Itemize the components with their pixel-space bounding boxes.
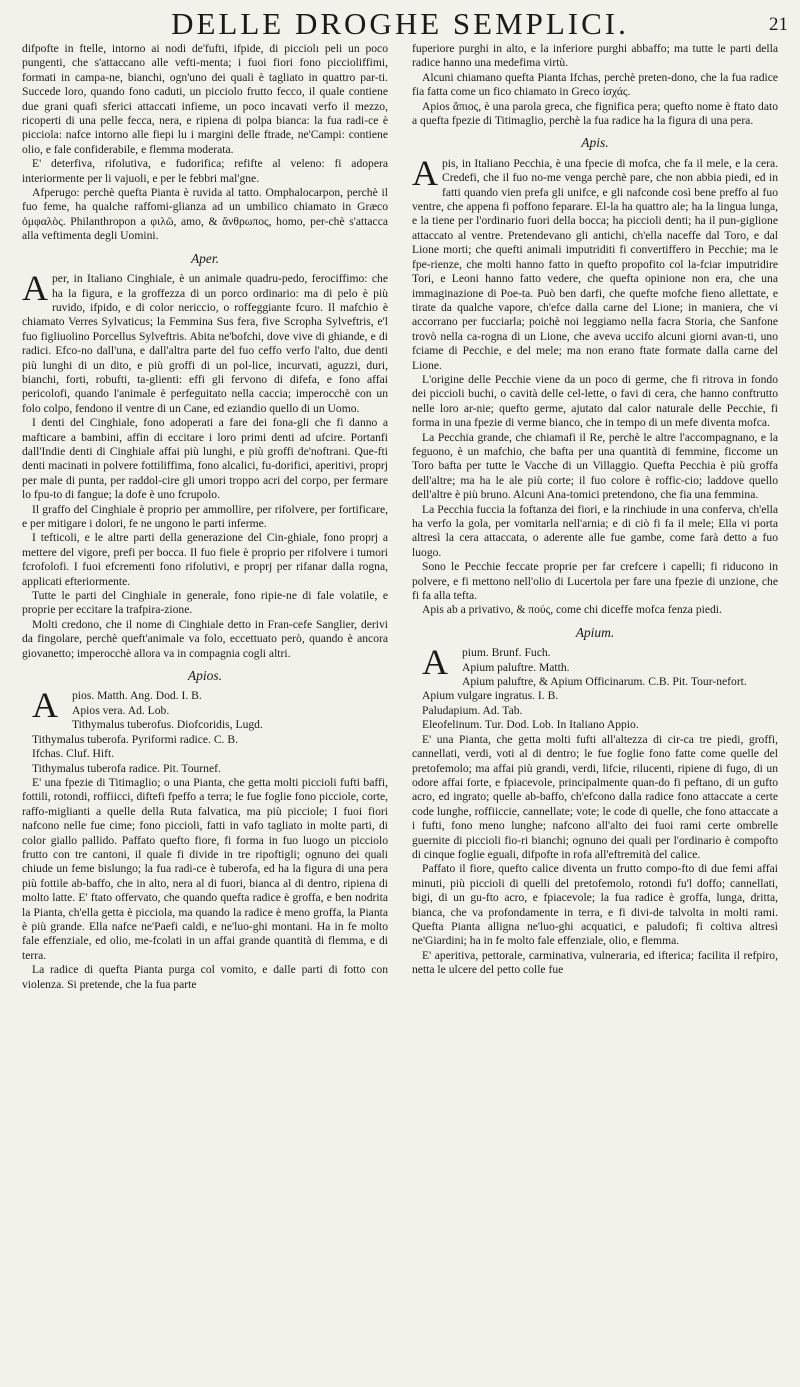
synonym-line: Eleofelinum. Tur. Dod. Lob. In Italiano Appio. (422, 718, 639, 732)
entry-heading-apios: Apios. (187, 668, 223, 684)
paragraph-apios-2: La radice di quefta Pianta purga col vomito, e dalle parti di fotto con violenza. Si pretende, che la fua parte (22, 963, 388, 991)
paragraph-apios-1: E' una fpezie di Titimaglio; o una Pianta, che getta molti piccioli fufti baffi, fottili, rotondi, roffiicci, diftefi fpeffo a terra; le fue foglie fono picciole, corte, raffo-miglianti a quelle della Ruta falvatica, ma più picciole; I fuoi fiori nafcono nelle fue cime; fono piccioli, fatti in vafo tagliato in molte parti, di color giallo pallido. Paffato quefto fiore, fi forma in fuo luogo un picciolo frutto con tre cantoni, il quale fi divide in tre ripoftigli; ognuno dei quali chiude un feme bislungo; la fua radi-ce è tuberofa, ed ha la figura di una pera più fottile ab-baffo, che in alto, nera al di fuori, bianca al di dentro, ripiena di molto latte. E' ftato offervato, che quando quefta radice è groffa, e ben nodrita la Pianta, ch'ella getta è picciola, ma quando la radice è meno groffa, la Pianta è più grande. Ella nafce ne'Paefi caldi, e ne'luo-ghi montani. Ha in fe molto fale effenziale, ed olio, me-fcolati in un affai grande quantità di flemma, e di terra. (22, 775, 388, 962)
paragraph-aper-5: Tutte le parti del Cinghiale in generale, fono ripie-ne di fale volatile, e proprie per eccitare la trafpira-zione. (22, 589, 388, 617)
paragraph-aper-3: Il graffo del Cinghiale è proprio per ammollire, per rifolvere, per fortificare, e per mitigare i dolori, fe ne ungono le parti inferme. (22, 502, 388, 530)
running-head (0, 0, 800, 42)
synonym-line: Paludapium. Ad. Tab. (422, 703, 523, 717)
synonym-line: Apium. Brunf. Fuch. (422, 642, 551, 683)
synonym-line: Ifchas. Cluf. Hift. (32, 747, 115, 761)
paragraph-apis-5: Sono le Pecchie feccate proprie per far crefcere i capelli; fi riducono in polvere, e fi mettono nell'olio di Lucertola per fare una fpezie di unzione, che fi fa alla tefta. (412, 560, 778, 603)
synonym-line: Apium paluftre, & Apium Officinarum. C.B. Pit. Tour-nefort. (462, 675, 747, 689)
paragraph-apis-4: La Pecchia fuccia la foftanza dei fiori, e la rinchiude in una conferva, ch'ella ha verfo la gola, per vomitarla nell'arnia; e di ciò fi fa il mele; Ella vi porta altresì la cera attaccata, o aderente alle fue gambe, come farà detto a fuo luogo. (412, 502, 778, 559)
synonym-line: Tithymalus tuberofa. Pyriformi radice. C. B. (32, 732, 238, 746)
paragraph-apium-1: E' una Pianta, che getta molti fufti all'altezza di cir-ca tre piedi, groffi, cannellati, verdi, voti al di dentro; le fue foglie fono fatte come quelle del pretofemolo; ma affai più grandi, verdi, lifcie, rilucenti, ripiene di fugo, di un odore affai forte, e fpiacevole, principalmente quan-do fi peftano, di un gufto acro, ed ingrato; quelle ab-baffo, ch'efcono dalla radice fono attaccate a certe code lunghe, roffiiccie, cannellate; vote; le code di quelle, che fono attaccate a i fufti, fono meno lunghe; nafcono all'alto dei fuoi rami certe ombrelle guernite di piccioli fio-ri bianchi; ognuno dei quali per l'ordinario è compofto di cinque foglie eguali, difpofte in rofa all'eftremità del calice. (412, 732, 778, 861)
left-column (22, 42, 388, 992)
synonym-line: Apium paluftre. Matth. (462, 660, 570, 674)
paragraph-apios-names: Alcuni chiamano quefta Pianta Ifchas, perchè preten-dono, che la fua radice fia fatta come un fico chiamato in Greco ἰσχάς. (412, 70, 778, 99)
paragraph-apium-2: Paffato il fiore, quefto calice diventa un frutto compo-fto di due femi affai minuti, più piccioli di quelli del pretofemolo, rotondi fu'l doffo; cannellati, bigi, di un gu-fto acro, e fpiacevole; la fua radice è groffa, lunga, dritta, bianca, che va profondamente in terra, e fi divi-de talvolta in molti rami. Quefta Pianta alligna ne'luo-ghi acquatici, e paludofi; fi coltiva altresì ne'Giardini; ha in fe molto fale effenziale, olio, e flemma. (412, 862, 778, 948)
paragraph-aper-1: Aper, in Italiano Cinghiale, è un animale quadru-pedo, ferociffimo: che ha la figura, e la groffezza di un porco ordinario: ma di pelo è più ruvido, ifpido, e di color nericcio, o roffeggiante fcuro. Il mafchio è chiamato Verres Sylvaticus; la Femmina Sus fera, five Scropha Sylveftris, e'l fuo figliuolino Porcellus Sylveftris. Abita ne'bofchi, dove vive di ghiande, e di radici. Efco-no dall'una, e dall'altra parte del fuo ceffo verfo l'alto, due denti più lunghi di un dito, e più groffi di un pol-lice, incurvati, aguzzi, duri, bianchi, forti, robufti, ta-glienti: effi gli fervono di difefa, e fono affai pericolofi, quando l'animale è perfeguitato nella caccia; imperocchè con un folo colpo, fendono il ventre di un Cane, ed eziandio quello di un Uomo. (22, 268, 388, 415)
right-column (412, 42, 778, 978)
paragraph-apis-3: La Pecchia grande, che chiamafi il Re, perchè le altre l'accompagnano, e la feguono, è un mafchio, che bafta per una quantità di femmine, ficcome un Toro bafta per tutte le Vacche di un Villaggio. Quefta Pecchia è più groffa dell'altre; ma ha le ale più corte; il fuo colore è roffic-cio; laddove quello dell'altre è più bruno. Alcuni Ana-tomici pretendono, che fia una femmina. (412, 430, 778, 502)
entry-heading-apis: Apis. (581, 135, 609, 151)
page-title: DELLE DROGHE SEMPLICI. (171, 6, 629, 41)
paragraph-aper-6: Molti credono, che il nome di Cinghiale detto in Fran-cefe Sanglier, derivi da fingolare, perchè queft'animale va folo, eccettuato però, quando è ancora giovanetto; imperocchè allora va in compagnia cogli altri. (22, 617, 388, 660)
paragraph-intro: difpofte in ftelle, intorno ai nodi de'fufti, ifpide, di picciolı peli un poco pungenti, che s'attaccano alle vefti-menta; i fuoi fiori fono piccioliffimi, formati in campa-ne, bianchi, ogn'uno dei quali è tagliato in quattro par-ti. Succede loro, quando fono caduti, un picciolo frutto fecco, il quale contiene due grani quafi sferici attaccati infieme, un poco incavati verfo il mezzo, ricoperti di una pelle fecca, nera, e ripiena di polpa bianca: la fua radi-ce è picciola: nafce intorno alle fiepi lu i margini delle ftrade, ne'Campi: contiene olio, e fale confiderabile, e flemma moderata. (22, 42, 388, 156)
paragraph-virtues: E' deterfiva, rifolutiva, e fudorifica; refifte al veleno: fi adopera interiormente per li vajuoli, e per le febbri mal'gne. (22, 157, 388, 185)
paragraph-apis-2: L'origine delle Pecchie viene da un poco di germe, che fi ritrova in fondo dei piccioli buchi, o cavità delle cel-lette, o favi di cera, che hanno conftrutto nelle loro ar-nie; quefto germe, ajutato dal calor naturale delle Pecchie, fi forma in una fpezie di verme bianco, che in tempo di un mefe diventa mofca. (412, 372, 778, 430)
paragraph-apium-3: E' aperitiva, pettorale, carminativa, vulneraria, ed ifterica; facilita il refpiro, netta le ulcere del petto colle fue (412, 948, 778, 977)
entry-heading-aper: Aper. (190, 250, 220, 266)
synonym-line: Tithymalus tuberofa radice. Pit. Tournef. (32, 761, 221, 775)
synonym-line: Tithymalus tuberofus. Diofcoridis, Lugd. (72, 718, 263, 732)
synonym-line: Apios vera. Ad. Lob. (72, 703, 170, 717)
synonym-line: Apios. Matth. Ang. Dod. I. B. (32, 685, 202, 726)
paragraph-aper-2: I denti del Cinghiale, fono adoperati a fare dei fona-gli che fi danno a mafticare a bambini, affin di eccitare i loro primi denti ad ufcire. Portanfi dall'Indie denti di Cinghiale affai più lunghi, e più groffi de'noftrani. Que-fti denti macinati in polvere fottiliffima, fono alcalici, fu-dorifici, aperitivi, proprj per male di punta, per raddol-cire gli umori troppo acri del corpo, per fermare lo fpu-to di fangue; la dofe è uno fcrupolo. (22, 416, 388, 502)
synonym-line: Apium vulgare ingratus. I. B. (422, 689, 559, 703)
paragraph-apios-cont: fuperiore purghi in alto, e la inferiore purghi abbaffo; ma tutte le parti della radice hanno una medefima virtù. (412, 42, 778, 70)
paragraph-apis-1: Apis, in Italiano Pecchia, è una fpecie di mofca, che fa il mele, e la cera. Credefi, che il fuo no-me venga perchè pare, che non abbia piedi, ed in fatti quando vien prefa gli unifce, e gli nafconde così bene preffo al fuo ventre, che appena fi poffono feparare. El-la ha quattro ale; ha la lingua lunga, e la tiene per l'ordinario fuori della bocca; ha piccioli denti; ha il pun-giglione attaccato al ventre. Pretendevano gli antichi, ch'ella naceffe dal Toro, e dal Lione morti; che quefti animali imputriditi fi convertiffero in Pecchie; ma le fpe-rienze, che molti hanno fatto in quefto propofito col la-fciar imputridire Tori, e Leoni hanno fatto vedere, che quefta opinione non era, che una immaginazione di Poe-ta. Può ben darfi, che quefte mofche fieno allettate, e tirate da qualche vapore, ch'efce dalla carne del Lione; in maniera, che vi accorrano per fucciarla; poichè noi leggiamo nella facra Storia, che Sanfone trovò nella ca-rogna di un Lione, che aveva uccifo alcuni giorni avan-ti, uno fciame di Pecchie, e del mele; ma non erano ftate formate dalla carne del Lione. (412, 152, 778, 372)
paragraph-asperugo: Afperugo: perchè quefta Pianta è ruvida al tatto. Omphalocarpon, perchè il fuo feme, ha qualche raffomi-glianza ad un umbilico chiamato in Græco ὀμφαλὸς. Philanthropon a φιλῶ, amo, & ἄνθρωπος, homo, per-chè s'attacca alla veftimenta degli Uomini. (22, 186, 388, 243)
page-number: 21 (769, 14, 788, 35)
entry-heading-apium: Apium. (575, 624, 615, 640)
paragraph-apios-etym: Apios ἄπιος, è una parola greca, che fignifica pera; quefto nome è ftato dato a quefta fpezie di Titimaglio, perchè la fua radice ha la figura di una pera. (412, 99, 778, 128)
paragraph-aper-4: I tefticoli, e le altre parti della generazione del Cin-ghiale, fono proprj a mettere del vigore, prefi per bocca. Il fuo fiele è proprio per rifolvere i tumori fcrofolofi. I fuoi efcrementi fono rifolutivi, e proprj per rifanar dalla rogna, applicati efteriormente. (22, 531, 388, 588)
paragraph-apis-6: Apis ab a privativo, & πούς, come chi diceffe mofca fenza piedi. (422, 603, 722, 617)
